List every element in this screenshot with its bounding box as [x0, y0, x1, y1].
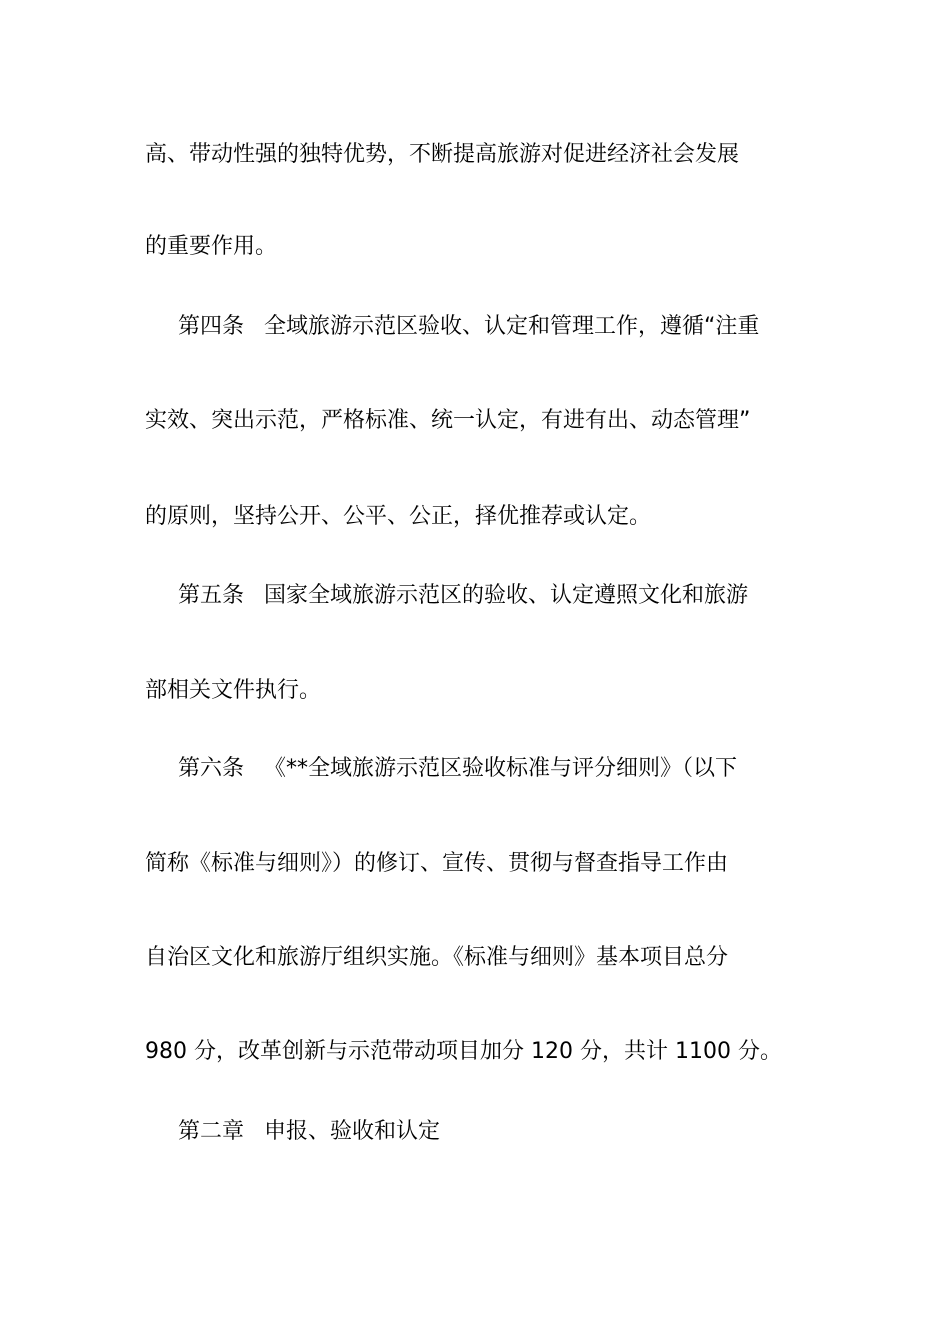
article-4-line	[178, 312, 858, 342]
paragraph-line: 980 分，改革创新与示范带动项目加分 120 分，共计 1100 分。	[145, 1039, 782, 1064]
article-4-text: 全域旅游示范区验收、认定和管理工作，遵循“注重	[264, 314, 760, 339]
article-6-text: 《**全域旅游示范区验收标准与评分细则》（以下	[264, 756, 738, 781]
paragraph-line: 简称《标准与细则》）的修订、宣传、贯彻与督查指导工作由	[145, 851, 729, 876]
article-5-line	[178, 581, 858, 611]
paragraph-line: 自治区文化和旅游厅组织实施。《标准与细则》基本项目总分	[145, 945, 729, 970]
paragraph-line: 的原则，坚持公开、公平、公正，择优推荐或认定。	[145, 504, 652, 529]
chapter-2-label: 第二章	[178, 1119, 245, 1144]
paragraph-line: 的重要作用。	[145, 234, 278, 259]
article-6-label: 第六条	[178, 756, 245, 781]
article-6-line	[178, 754, 858, 784]
paragraph-line: 高、带动性强的独特优势，不断提高旅游对促进经济社会发展	[145, 142, 740, 167]
article-5-text: 国家全域旅游示范区的验收、认定遵照文化和旅游	[264, 583, 749, 608]
article-5-label: 第五条	[178, 583, 245, 608]
paragraph-line: 实效、突出示范，严格标准、统一认定，有进有出、动态管理”	[145, 408, 751, 433]
chapter-2-heading	[178, 1117, 858, 1147]
article-4-label: 第四条	[178, 314, 245, 339]
chapter-2-title: 申报、验收和认定	[264, 1119, 441, 1144]
paragraph-line: 部相关文件执行。	[145, 678, 322, 703]
